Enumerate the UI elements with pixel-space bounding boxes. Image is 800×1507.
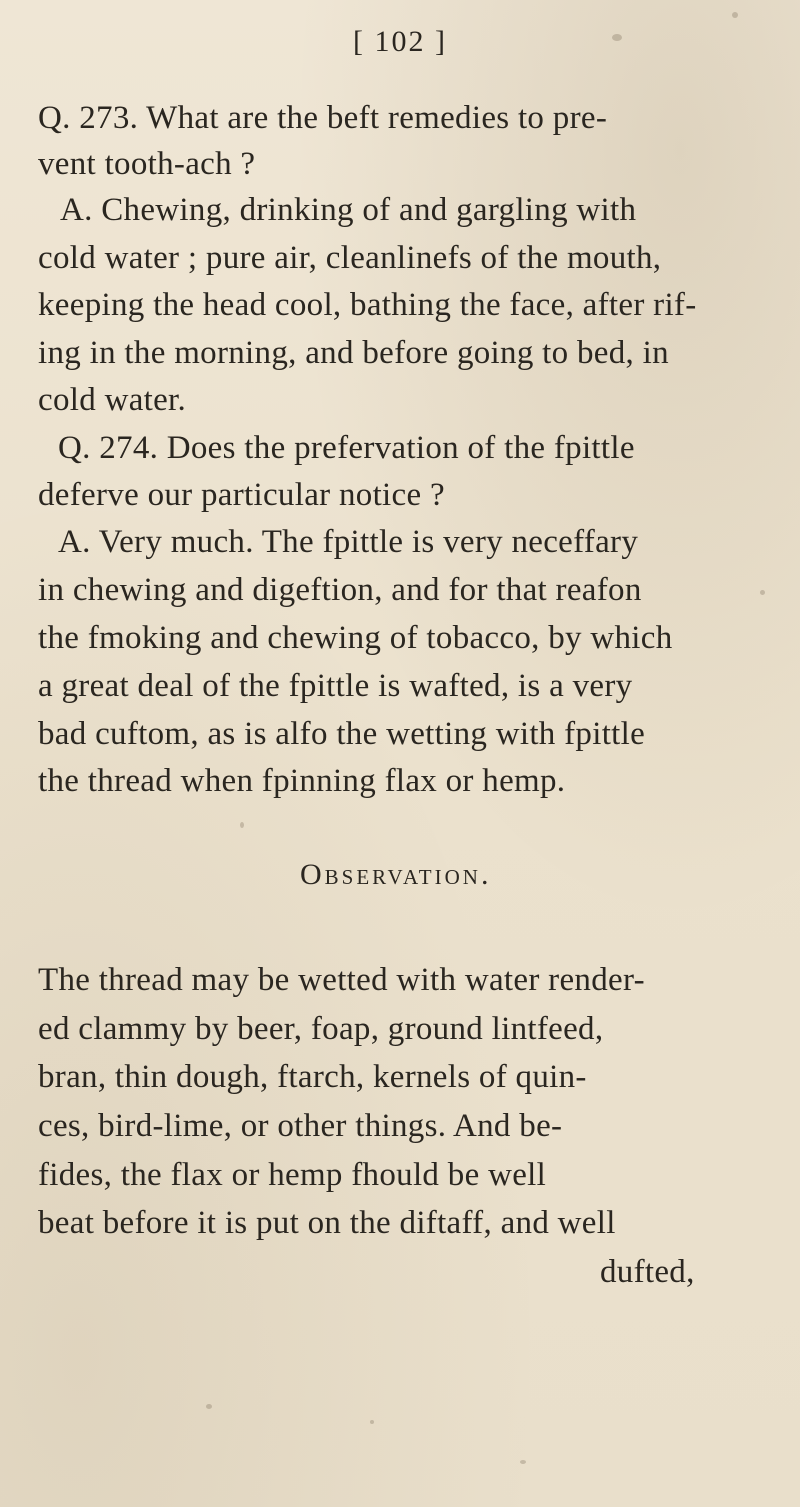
text-line-13: a great deal of the fpittle is wafted, is a very xyxy=(38,668,633,704)
foxing-spot xyxy=(520,1460,526,1464)
observation-line-6: beat before it is put on the diftaff, and well xyxy=(38,1205,616,1241)
page-number: [ 102 ] xyxy=(353,25,447,58)
text-line-15: the thread when fpinning flax or hemp. xyxy=(38,763,566,799)
text-line-9: deferve our particular notice ? xyxy=(38,477,445,513)
foxing-spot xyxy=(206,1404,212,1409)
observation-heading: Observation. xyxy=(300,858,492,891)
foxing-spot xyxy=(612,34,622,41)
observation-line-5: fides, the flax or hemp fhould be well xyxy=(38,1157,547,1193)
observation-line-1: The thread may be wetted with water render- xyxy=(38,962,645,998)
text-line-4: cold water ; pure air, cleanlinefs of the mouth, xyxy=(38,240,662,276)
text-line-2: vent tooth-ach ? xyxy=(38,146,256,182)
observation-line-4: ces, bird-lime, or other things. And be- xyxy=(38,1108,563,1144)
foxing-spot xyxy=(370,1420,374,1424)
text-line-14: bad cuftom, as is alfo the wetting with fpittle xyxy=(38,716,646,752)
text-line-7: cold water. xyxy=(38,382,187,418)
text-line-5: keeping the head cool, bathing the face, after rif- xyxy=(38,287,697,323)
text-line-1: Q. 273. What are the beft remedies to pre- xyxy=(38,100,608,136)
text-line-6: ing in the morning, and before going to bed, in xyxy=(38,335,669,371)
text-line-10: A. Very much. The fpittle is very neceffary xyxy=(58,524,639,560)
text-line-11: in chewing and digeftion, and for that reafon xyxy=(38,572,642,608)
catchword: dufted, xyxy=(600,1254,695,1290)
foxing-spot xyxy=(760,590,765,595)
text-line-3: A. Chewing, drinking of and gargling with xyxy=(60,192,637,228)
text-line-8: Q. 274. Does the prefervation of the fpittle xyxy=(58,430,635,466)
foxing-spot xyxy=(732,12,738,18)
observation-line-2: ed clammy by beer, foap, ground lintfeed, xyxy=(38,1011,604,1047)
foxing-spot xyxy=(240,822,244,828)
observation-line-3: bran, thin dough, ftarch, kernels of quin- xyxy=(38,1059,587,1095)
text-line-12: the fmoking and chewing of tobacco, by which xyxy=(38,620,673,656)
